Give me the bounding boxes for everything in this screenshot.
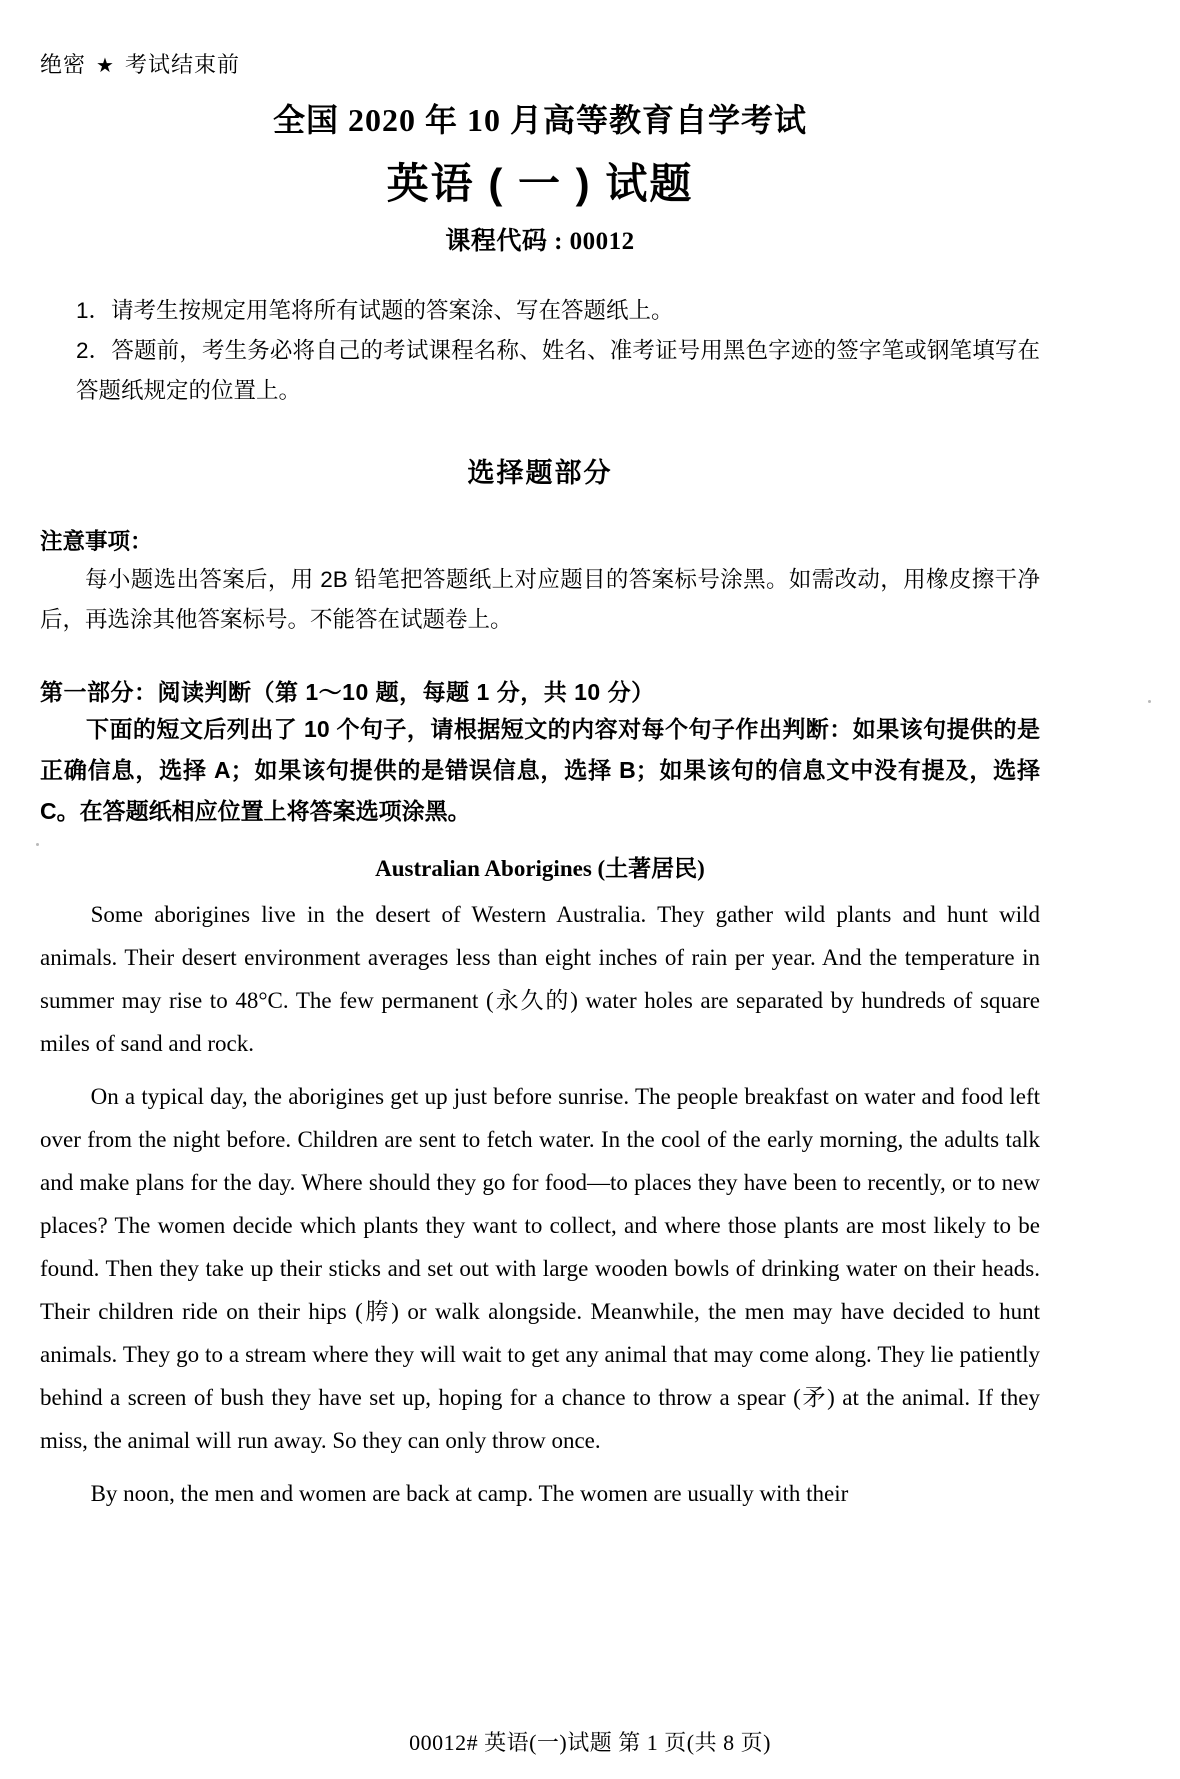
exam-title-line: 全国 2020 年 10 月高等教育自学考试 [272, 102, 807, 138]
page-footer: 00012# 英语(一)试题 第 1 页(共 8 页) [409, 1730, 771, 1755]
secrecy-label: 绝密 [40, 52, 87, 77]
course-code: 课程代码 : 00012 [445, 228, 635, 255]
secrecy-note: 考试结束前 [124, 52, 240, 77]
secrecy-header [40, 0, 1040, 79]
page-content [40, 0, 1040, 1515]
notice-label: 注意事项： [40, 529, 153, 554]
star-icon: ★ [96, 55, 115, 77]
choice-part-title: 选择题部分 [467, 458, 613, 488]
subject-title: 英语 ( 一 ) 试题 [386, 160, 694, 207]
instructions-block [40, 291, 1040, 411]
passage-paragraph: Some aborigines live in the desert of Western Australia. They gather wild plants and hunt wild animals. Their desert environment averages less than eight inches of rain per year. And the temperature in summer may rise to 48°C. The few permanent (永久的) water holes are separated by hundreds of square miles of sand and rock. [40, 902, 1040, 1056]
passage-title: Australian Aborigines (土著居民) [375, 856, 705, 881]
passage-paragraph: On a typical day, the aborigines get up just before sunrise. The people breakfast on water and food left over from the night before. Children are sent to fetch water. In the cool of the early morning, the adults talk and make plans for the day. Where should they go for food—to places they have been to recently, or to new places? The women decide which plants they want to collect, and where those plants are most likely to be found. Then they take up their sticks and set out with large wooden bowls of drinking water on their heads. Their children ride on their hips (胯) or walk alongside. Meanwhile, the men may have decided to hunt animals. They go to a stream where they will wait to get any animal that may come along. They lie patiently behind a screen of bush they have set up, hoping for a chance to throw a spear (矛) at the animal. If they miss, the animal will run away. So they can only throw once. [40, 1084, 1040, 1453]
paper-speck [1148, 700, 1151, 703]
passage-paragraph: By noon, the men and women are back at camp. The women are usually with their [90, 1481, 849, 1506]
part-one-intro: 下面的短文后列出了 10 个句子，请根据短文的内容对每个句子作出判断：如果该句提供的是正确信息，选择 A；如果该句提供的是错误信息，选择 B；如果该句的信息文中没有提及，选择 C。在答题纸相应位置上将答案选项涂黑。 [40, 716, 1040, 824]
notice-text: 每小题选出答案后，用 2B 铅笔把答题纸上对应题目的答案标号涂黑。如需改动，用橡皮擦干净后，再选涂其他答案标号。不能答在试题卷上。 [40, 567, 1040, 632]
part-one-heading: 第一部分：阅读判断（第 1～10 题，每题 1 分，共 10 分） [40, 679, 655, 705]
paper-speck [36, 843, 39, 846]
instruction-item: 1．请考生按规定用笔将所有试题的答案涂、写在答题纸上。 [76, 298, 674, 323]
instruction-item: 2．答题前，考生务必将自己的考试课程名称、姓名、准考证号用黑色字迹的签字笔或钢笔填写在答题纸规定的位置上。 [76, 338, 1040, 403]
